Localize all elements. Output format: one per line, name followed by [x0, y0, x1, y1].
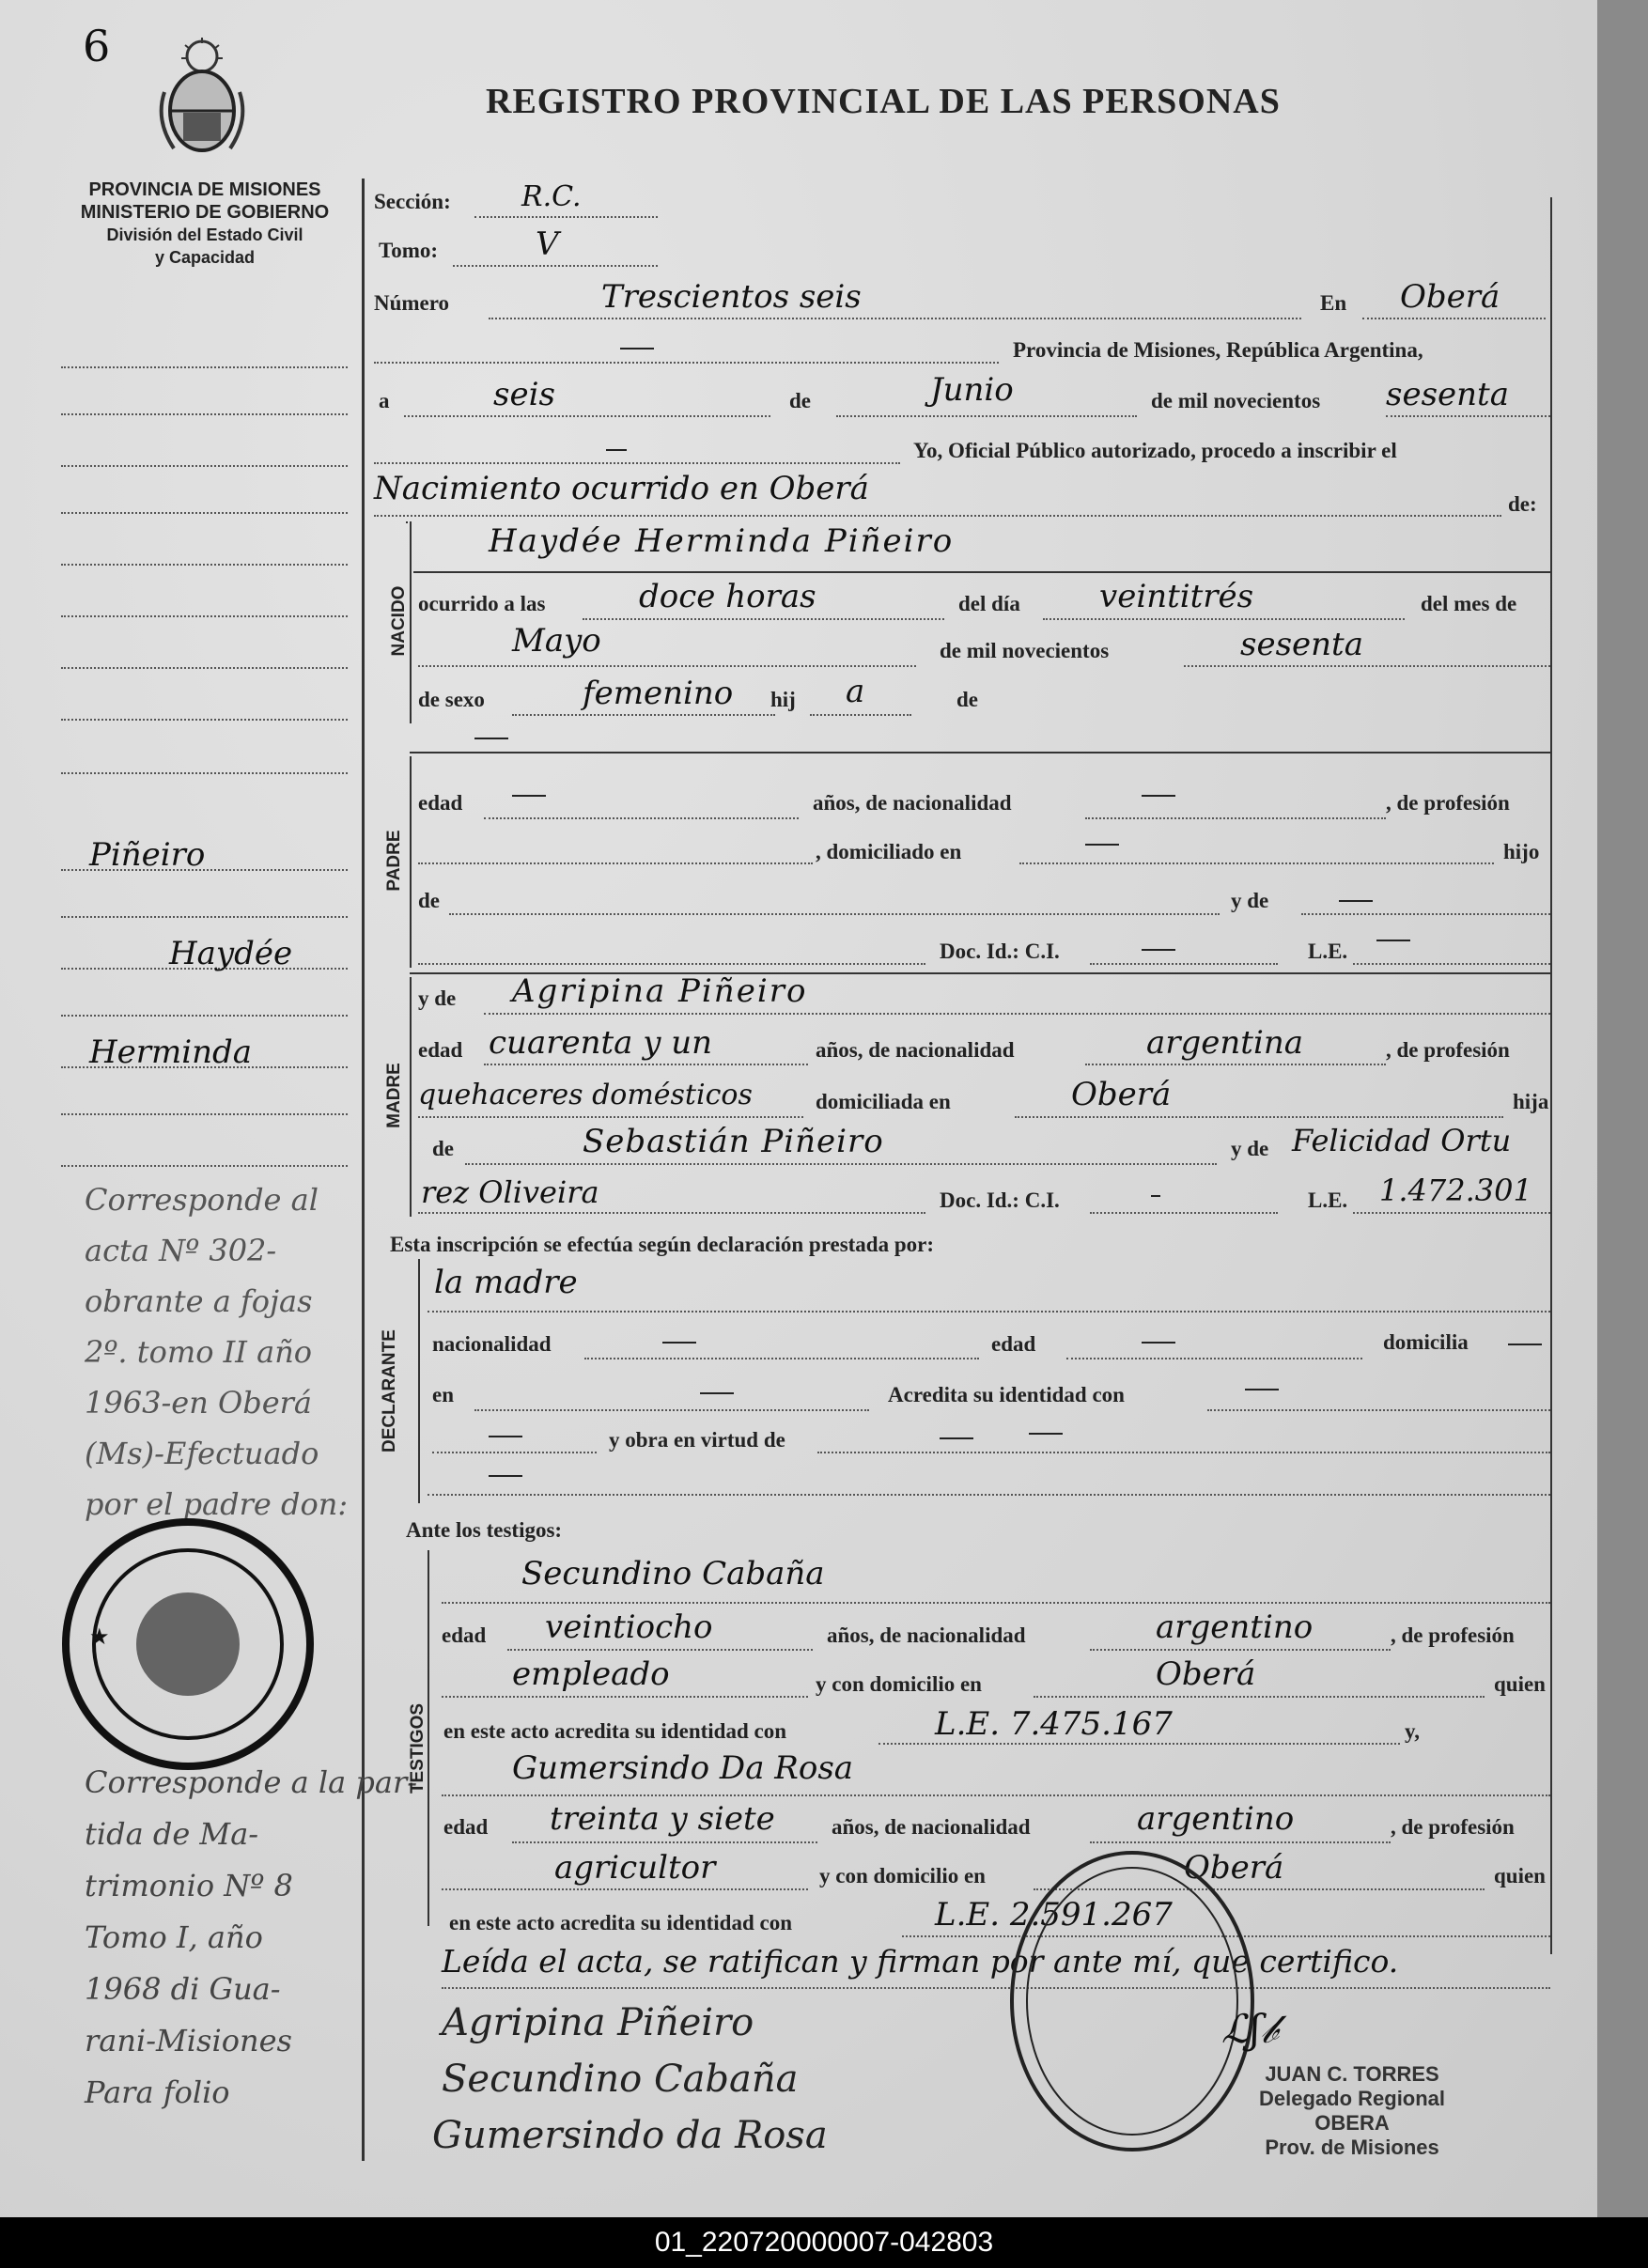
margin-surname: Piñeiro: [89, 836, 206, 874]
margin-line: [61, 564, 348, 566]
nacido-mes-value: Mayo: [512, 622, 601, 660]
declarante-edad-label: edad: [991, 1332, 1036, 1356]
nacido-anio-label: de mil novecientos: [940, 639, 1110, 662]
madre-profesion-value: quehaceres domésticos: [418, 1079, 753, 1111]
testigo2-anios-label: años, de nacionalidad: [832, 1815, 1031, 1839]
margin-note-acta: [85, 1174, 348, 1530]
official-province: Prov. de Misiones: [1265, 2136, 1439, 2159]
official-stamp-block: [1259, 2062, 1445, 2160]
numero-label: Número: [374, 291, 450, 315]
issuer-line: MINISTERIO DE GOBIERNO: [80, 202, 330, 223]
margin-line: [61, 916, 348, 918]
dia-value: seis: [493, 376, 555, 413]
margin-note-matrimonio: [85, 1757, 417, 2119]
page-number: 6: [83, 21, 111, 71]
declarante-obra-label: y obra en virtud de: [609, 1428, 785, 1452]
madre-le-value: 1.472.301: [1379, 1173, 1532, 1208]
section-divider: [410, 977, 412, 1217]
madre-nacionalidad-value: argentina: [1146, 1024, 1304, 1062]
right-border: [1550, 197, 1552, 1954]
section-divider: [428, 1550, 429, 1926]
del-mes-label: del mes de: [1421, 592, 1517, 615]
ocurrido-label: ocurrido a las: [418, 592, 546, 615]
padre-profesion-label: , de profesión: [1386, 791, 1510, 815]
issuer-line: División del Estado Civil: [106, 225, 303, 244]
signature-testigo2: Gumersindo da Rosa: [432, 2114, 828, 2157]
madre-edad-label: edad: [418, 1038, 463, 1062]
madre-section-label: MADRE: [384, 1063, 404, 1128]
testigo1-profesion: empleado: [512, 1655, 670, 1693]
margin-note-line: (Ms)-Efectuado: [85, 1436, 319, 1471]
hij-de-label: de: [956, 688, 978, 711]
testigo2-domicilio-label: y con domicilio en: [819, 1864, 986, 1887]
testigo1-nacionalidad: argentino: [1156, 1608, 1314, 1646]
testigo2-edad-label: edad: [443, 1815, 489, 1839]
en-label: En: [1320, 291, 1347, 315]
section-divider: [418, 1259, 420, 1503]
closing-statement: Leída el acta, se ratifican y firman por ante mí, que certifico.: [442, 1943, 1399, 1980]
de-label: de: [789, 389, 811, 412]
madre-doc-label: Doc. Id.: C.I.: [940, 1188, 1060, 1212]
testigo2-edad: treinta y siete: [550, 1800, 775, 1838]
declarante-nacionalidad-label: nacionalidad: [432, 1332, 552, 1356]
margin-note-line: Corresponde a la par-: [85, 1764, 418, 1800]
section-divider: [410, 752, 1550, 753]
sexo-label: de sexo: [418, 688, 485, 711]
margin-note-line: 2º. tomo II año: [85, 1334, 313, 1370]
a-label: a: [379, 389, 390, 412]
margin-name: Herminda: [89, 1033, 253, 1071]
nacido-nombre: Haydée Herminda Piñeiro: [489, 522, 955, 560]
margin-line: [61, 413, 348, 415]
margin-note-line: trimonio Nº 8: [85, 1868, 293, 1903]
nacido-anio-value: sesenta: [1240, 626, 1363, 663]
testigo2-quien-label: quien: [1494, 1864, 1546, 1887]
declarante-en-label: en: [432, 1383, 454, 1406]
issuer-line: y Capacidad: [154, 248, 256, 267]
testigo1-nombre: Secundino Cabaña: [521, 1555, 825, 1592]
padre-domiciliado-label: , domiciliado en: [816, 840, 962, 863]
binding-edge: [1597, 0, 1648, 2217]
testigo1-y-label: y,: [1405, 1719, 1420, 1743]
declarante-section-label: DECLARANTE: [380, 1329, 399, 1452]
margin-note-line: por el padre don:: [85, 1486, 349, 1522]
madre-edad-value: cuarenta y un: [489, 1024, 713, 1062]
margin-line: [61, 667, 348, 669]
testigo2-profesion: agricultor: [554, 1849, 716, 1887]
testigo1-edad-label: edad: [442, 1623, 487, 1647]
margin-note-line: 1968 di Gua-: [85, 1971, 281, 2007]
svg-text:★: ★: [89, 1623, 110, 1650]
provincia-label: Provincia de Misiones, República Argentina,: [1013, 338, 1423, 362]
seccion-label: Sección:: [374, 190, 451, 213]
testigo1-anios-label: años, de nacionalidad: [827, 1623, 1026, 1647]
margin-line: [61, 615, 348, 617]
padre-anios-label: años, de nacionalidad: [813, 791, 1012, 815]
testigos-section-label: TESTIGOS: [408, 1702, 428, 1794]
official-seal-icon: [996, 1841, 1268, 2161]
margin-note-line: Para folio: [85, 2074, 230, 2110]
section-divider: [410, 756, 412, 968]
tomo-label: Tomo:: [379, 239, 439, 262]
name-underline: [413, 571, 1550, 573]
testigo1-domicilio-label: y con domicilio en: [816, 1672, 982, 1696]
coat-of-arms-icon: [155, 36, 249, 158]
testigo2-profesion-label: , de profesión: [1391, 1815, 1515, 1839]
margin-line: [61, 719, 348, 721]
testigo2-domicilio: Oberá: [1184, 1849, 1284, 1887]
sexo-value: femenino: [583, 675, 734, 712]
declarante-intro: Esta inscripción se efectúa según declaración prestada por:: [390, 1233, 935, 1256]
declarante-acredita-label: Acredita su identidad con: [888, 1383, 1125, 1406]
signature-testigo1: Secundino Cabaña: [442, 2058, 799, 2101]
margin-note-line: rani-Misiones: [85, 2023, 292, 2058]
margin-note-line: obrante a fojas: [85, 1283, 313, 1319]
scan-id-footer: 01_220720000007-042803: [0, 2217, 1648, 2268]
madre-profesion-label: , de profesión: [1386, 1038, 1510, 1062]
hij-label: hij: [770, 688, 796, 711]
testigo2-nacionalidad: argentino: [1137, 1800, 1295, 1838]
margin-line: [61, 366, 348, 368]
testigo2-acredita-label: en este acto acredita su identidad con: [449, 1911, 793, 1934]
registry-stamp-icon: [52, 1503, 324, 1785]
signature-madre: Agripina Piñeiro: [442, 2001, 754, 2044]
testigos-intro: Ante los testigos:: [406, 1518, 563, 1542]
madre-y-de-label2: y de: [1231, 1137, 1269, 1160]
testigo2-documento: L.E. 2.591.267: [935, 1896, 1173, 1934]
testigo2-nombre: Gumersindo Da Rosa: [512, 1749, 854, 1787]
margin-line: [61, 772, 348, 774]
madre-de-label: de: [432, 1137, 454, 1160]
margin-line: [61, 1165, 348, 1167]
testigo1-edad: veintiocho: [545, 1608, 713, 1646]
madre-hija-label: hija: [1513, 1090, 1549, 1113]
padre-doc-label: Doc. Id.: C.I.: [940, 940, 1060, 963]
seccion-value: R.C.: [521, 180, 582, 213]
numero-value: Trescientos seis: [601, 278, 862, 316]
madre-le-label: L.E.: [1308, 1188, 1348, 1212]
mes-value: Junio: [930, 371, 1014, 409]
margin-note-line: Tomo I, año: [85, 1919, 263, 1955]
issuer-line: PROVINCIA DE MISIONES: [88, 179, 321, 200]
testigo1-documento: L.E. 7.475.167: [935, 1705, 1173, 1743]
madre-madre-value-a: Felicidad Ortu: [1292, 1123, 1512, 1158]
madre-madre-value-b: rez Oliveira: [421, 1174, 599, 1210]
en-value: Oberá: [1400, 278, 1500, 316]
nacido-section-label: NACIDO: [389, 585, 409, 657]
section-divider: [410, 521, 412, 723]
anio-value: sesenta: [1386, 376, 1509, 413]
official-city: OBERA: [1314, 2111, 1390, 2135]
margin-name: Haydée: [169, 935, 293, 972]
padre-edad-label: edad: [418, 791, 463, 815]
declarante-domicilia-label: domicilia: [1383, 1330, 1469, 1354]
tomo-value: V: [536, 225, 559, 263]
testigo1-domicilio: Oberá: [1156, 1655, 1256, 1693]
declarante-value: la madre: [434, 1264, 578, 1301]
del-dia-label: del día: [958, 592, 1020, 615]
padre-le-label: L.E.: [1308, 940, 1348, 963]
nacido-dia-value: veintitrés: [1099, 578, 1254, 615]
padre-de-label: de: [418, 889, 440, 912]
margin-line: [61, 1113, 348, 1115]
margin-note-line: Corresponde al: [85, 1182, 319, 1218]
madre-domiciliada-label: domiciliada en: [816, 1090, 951, 1113]
oficial-label: Yo, Oficial Público autorizado, procedo a inscribir el: [913, 439, 1397, 462]
margin-line: [61, 1015, 348, 1017]
padre-section-label: PADRE: [384, 830, 404, 892]
margin-note-line: acta Nº 302-: [85, 1233, 277, 1268]
anio-label: de mil novecientos: [1151, 389, 1321, 412]
official-title: Delegado Regional: [1259, 2087, 1446, 2110]
margin-line: [61, 465, 348, 467]
madre-domicilio-value: Oberá: [1071, 1076, 1172, 1113]
official-name: JUAN C. TORRES: [1265, 2062, 1439, 2086]
madre-padre-value: Sebastián Piñeiro: [583, 1123, 884, 1160]
testigo1-profesion-label: , de profesión: [1391, 1623, 1515, 1647]
acto-value: Nacimiento ocurrido en Oberá: [374, 470, 869, 507]
hij-value: a: [846, 673, 865, 710]
margin-line: [61, 512, 348, 514]
padre-hijo-label: hijo: [1503, 840, 1540, 863]
margin-note-line: tida de Ma-: [85, 1816, 259, 1852]
document-title: REGISTRO PROVINCIAL DE LAS PERSONAS: [486, 82, 1281, 121]
issuer-block: [64, 179, 346, 269]
madre-anios-label: años, de nacionalidad: [816, 1038, 1015, 1062]
official-signature: ℒʃ𝒷: [1221, 2006, 1278, 2052]
madre-nombre: Agripina Piñeiro: [512, 972, 808, 1010]
padre-y-de-label: y de: [1231, 889, 1269, 912]
testigo1-quien-label: quien: [1494, 1672, 1546, 1696]
margin-note-line: 1963-en Oberá: [85, 1385, 312, 1421]
hora-value: doce horas: [639, 578, 816, 615]
de-colon-label: de:: [1508, 492, 1537, 516]
testigo1-acredita-label: en este acto acredita su identidad con: [443, 1719, 787, 1743]
madre-y-de-label: y de: [418, 986, 457, 1010]
